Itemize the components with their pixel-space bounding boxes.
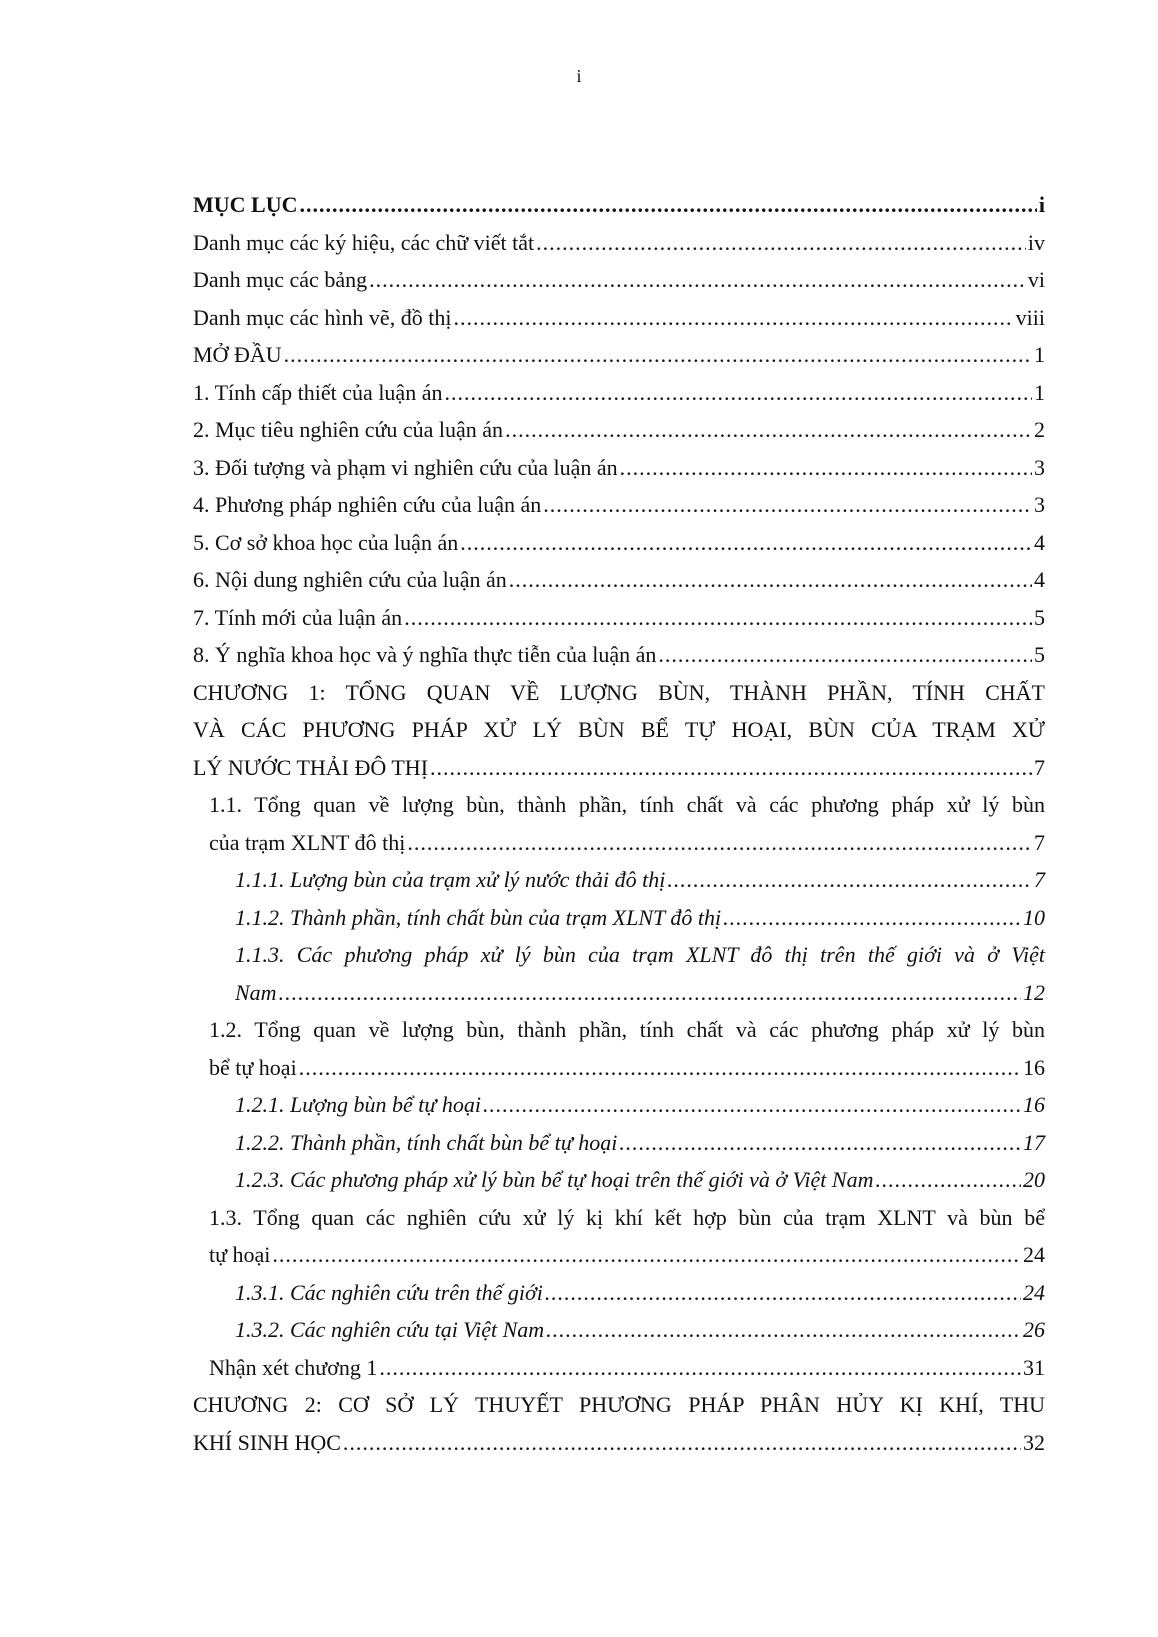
toc-entry-page: 4 (1034, 567, 1045, 592)
toc-entry-title: Nam (235, 979, 277, 1005)
toc-leader-dots (444, 374, 1032, 412)
toc-entry-page: 5 (1034, 642, 1045, 667)
toc-entry-title: 1.1.2. Thành phần, tính chất bùn của trạm XLNT đô thị (235, 904, 722, 930)
toc-entry-page: 24 (1023, 1242, 1045, 1267)
toc-entry-last-line (193, 1424, 1045, 1462)
toc-entry-page: 3 (1034, 454, 1045, 480)
toc-entry-title-line: CHƯƠNG 2: CƠ SỞ LÝ THUYẾT PHƯƠNG PHÁP PHÂN HỦY KỊ KHÍ, THU (193, 1392, 1045, 1417)
toc-entry-page: 1 (1034, 379, 1045, 405)
toc-entry-page: vi (1027, 267, 1045, 292)
toc-leader-dots (460, 524, 1032, 562)
toc-entry-title: KHÍ SINH HỌC (193, 1429, 341, 1455)
toc-leader-dots (369, 261, 1026, 299)
toc-entry-title-line: 1.2. Tổng quan về lượng bùn, thành phần, tính chất và các phương pháp xử lý bùn (209, 1017, 1045, 1042)
toc-leader-dots (279, 974, 1021, 1012)
toc-leader-dots (667, 861, 1032, 899)
toc-entry-title: 7. Tính mới của luận án (193, 604, 403, 630)
toc-entry-1-1[interactable] (193, 786, 1045, 861)
toc-entry-title: 2. Mục tiêu nghiên cứu của luận án (193, 417, 504, 442)
toc-leader-dots (483, 1086, 1021, 1124)
toc-entry-title: 1.2.2. Thành phần, tính chất bùn bể tự hoại (235, 1129, 618, 1155)
toc-leader-dots (453, 299, 1013, 337)
toc-entry-figures[interactable] (193, 299, 1045, 337)
toc-entry-section-1[interactable] (193, 374, 1045, 412)
toc-entry-page: 24 (1023, 1279, 1045, 1305)
toc-entry-title: 1.3.2. Các nghiên cứu tại Việt Nam (235, 1317, 545, 1342)
toc-entry-title: 3. Đối tượng và phạm vi nghiên cứu của luận án (193, 454, 618, 480)
toc-entry-1-2-2[interactable] (193, 1124, 1045, 1162)
toc-entry-page: 16 (1023, 1054, 1045, 1080)
toc-entry-1-2[interactable] (193, 1011, 1045, 1086)
toc-entry-title: 1.3.1. Các nghiên cứu trên thế giới (235, 1279, 543, 1305)
toc-entry-title: bể tự hoại (209, 1054, 297, 1080)
toc-leader-dots (379, 1349, 1021, 1387)
toc-entry-title: MỤC LỤC (193, 192, 298, 217)
toc-leader-dots (619, 1124, 1021, 1162)
toc-entry-title: 1. Tính cấp thiết của luận án (193, 379, 443, 405)
toc-leader-dots (343, 1424, 1021, 1462)
page-number: i (576, 66, 582, 86)
toc-entry-last-line (193, 1236, 1045, 1274)
toc-entry-1-3[interactable] (193, 1199, 1045, 1274)
toc-leader-dots (543, 486, 1032, 524)
toc-entry-1-1-1[interactable] (193, 861, 1045, 899)
toc-entry-title-line: CHƯƠNG 1: TỔNG QUAN VỀ LƯỢNG BÙN, THÀNH PHẦN, TÍNH CHẤT (193, 679, 1045, 705)
toc-entry-title: 5. Cơ sở khoa học của luận án (193, 529, 459, 555)
toc-entry-title-line: VÀ CÁC PHƯƠNG PHÁP XỬ LÝ BÙN BỂ TỰ HOẠI, BÙN CỦA TRẠM XỬ (193, 717, 1045, 742)
toc-leader-dots (620, 449, 1032, 487)
toc-entry-section-2[interactable] (193, 411, 1045, 449)
toc-entry-page: 2 (1034, 417, 1045, 442)
toc-leader-dots (723, 899, 1021, 937)
toc-entry-1-1-2[interactable] (193, 899, 1045, 937)
toc-entry-title: Danh mục các bảng (193, 267, 368, 292)
toc-entry-section-7[interactable] (193, 599, 1045, 637)
toc-leader-dots (545, 1274, 1021, 1312)
toc-leader-dots (404, 599, 1032, 637)
toc-entry-title: 1.2.1. Lượng bùn bể tự hoại (235, 1092, 481, 1117)
toc-entry-title: 1.2.3. Các phương pháp xử lý bùn bể tự hoại trên thế giới và ở Việt Nam (235, 1167, 874, 1192)
toc-entry-page: 10 (1023, 904, 1045, 930)
toc-leader-dots (536, 224, 1026, 262)
toc-entry-section-6[interactable] (193, 561, 1045, 599)
toc-leader-dots (430, 749, 1032, 787)
toc-entry-title: Danh mục các hình vẽ, đồ thị (193, 304, 452, 330)
toc-entry-title: tự hoại (209, 1242, 271, 1267)
toc-entry-tables[interactable] (193, 261, 1045, 299)
toc-entry-title-line: 1.3. Tổng quan các nghiên cứu xử lý kị khí kết hợp bùn của trạm XLNT và bùn bể (209, 1204, 1045, 1230)
toc-entry-title: của trạm XLNT đô thị (209, 829, 406, 855)
table-of-contents (193, 186, 1045, 1461)
toc-entry-1-3-1[interactable] (193, 1274, 1045, 1312)
toc-entry-title: Nhận xét chương 1 (209, 1354, 378, 1380)
toc-entry-title: 8. Ý nghĩa khoa học và ý nghĩa thực tiễn của luận án (193, 642, 657, 667)
toc-entry-title-line: 1.1. Tổng quan về lượng bùn, thành phần, tính chất và các phương pháp xử lý bùn (209, 792, 1045, 817)
toc-entry-title: LÝ NƯỚC THẢI ĐÔ THỊ (193, 754, 429, 780)
toc-leader-dots (284, 336, 1032, 374)
toc-entry-1-3-2[interactable] (193, 1311, 1045, 1349)
toc-entry-page: 5 (1034, 604, 1045, 630)
toc-leader-dots (300, 186, 1037, 224)
toc-entry-section-3[interactable] (193, 449, 1045, 487)
toc-entry-page: iv (1027, 229, 1045, 255)
toc-entry-muc-luc[interactable] (193, 186, 1045, 224)
toc-entry-title-line: 1.1.3. Các phương pháp xử lý bùn của trạm XLNT đô thị trên thế giới và ở Việt (235, 942, 1045, 967)
toc-entry-page: 12 (1023, 979, 1045, 1005)
toc-leader-dots (407, 824, 1032, 862)
toc-entry-last-line (193, 1049, 1045, 1087)
toc-entry-page: 4 (1034, 529, 1045, 555)
toc-entry-section-8[interactable] (193, 636, 1045, 674)
toc-leader-dots (272, 1236, 1021, 1274)
toc-entry-1-2-3[interactable] (193, 1161, 1045, 1199)
toc-leader-dots (509, 561, 1032, 599)
toc-entry-section-4[interactable] (193, 486, 1045, 524)
toc-entry-page: i (1038, 192, 1045, 217)
toc-entry-last-line (193, 749, 1045, 787)
toc-entry-page: 7 (1034, 867, 1045, 892)
toc-entry-chapter-1[interactable] (193, 674, 1045, 787)
toc-entry-page: 7 (1034, 829, 1045, 855)
toc-leader-dots (299, 1049, 1021, 1087)
toc-leader-dots (505, 411, 1032, 449)
toc-leader-dots (875, 1161, 1021, 1199)
toc-entry-section-5[interactable] (193, 524, 1045, 562)
toc-entry-page: 7 (1034, 754, 1045, 780)
toc-entry-last-line (193, 824, 1045, 862)
toc-entry-1-1-3[interactable] (193, 936, 1045, 1011)
toc-leader-dots (658, 636, 1032, 674)
toc-entry-chapter-1-remarks[interactable] (193, 1349, 1045, 1387)
toc-entry-title: Danh mục các ký hiệu, các chữ viết tắt (193, 229, 535, 255)
toc-entry-introduction[interactable] (193, 336, 1045, 374)
toc-entry-page: 26 (1023, 1317, 1045, 1342)
toc-entry-page: 17 (1023, 1129, 1045, 1155)
toc-entry-title: 4. Phương pháp nghiên cứu của luận án (193, 492, 542, 517)
toc-entry-1-2-1[interactable] (193, 1086, 1045, 1124)
toc-entry-page: 1 (1034, 342, 1045, 367)
toc-entry-last-line (193, 974, 1045, 1012)
toc-entry-title: MỞ ĐẦU (193, 342, 282, 367)
toc-entry-page: 16 (1023, 1092, 1045, 1117)
toc-entry-chapter-2[interactable] (193, 1386, 1045, 1461)
toc-entry-title: 1.1.1. Lượng bùn của trạm xử lý nước thải đô thị (235, 867, 666, 892)
toc-entry-page: 32 (1023, 1429, 1045, 1455)
toc-leader-dots (546, 1311, 1021, 1349)
toc-entry-abbreviations[interactable] (193, 224, 1045, 262)
toc-entry-page: 20 (1023, 1167, 1045, 1192)
toc-entry-page: viii (1015, 304, 1045, 330)
toc-entry-page: 3 (1034, 492, 1045, 517)
toc-entry-title: 6. Nội dung nghiên cứu của luận án (193, 567, 507, 592)
toc-entry-page: 31 (1023, 1354, 1045, 1380)
